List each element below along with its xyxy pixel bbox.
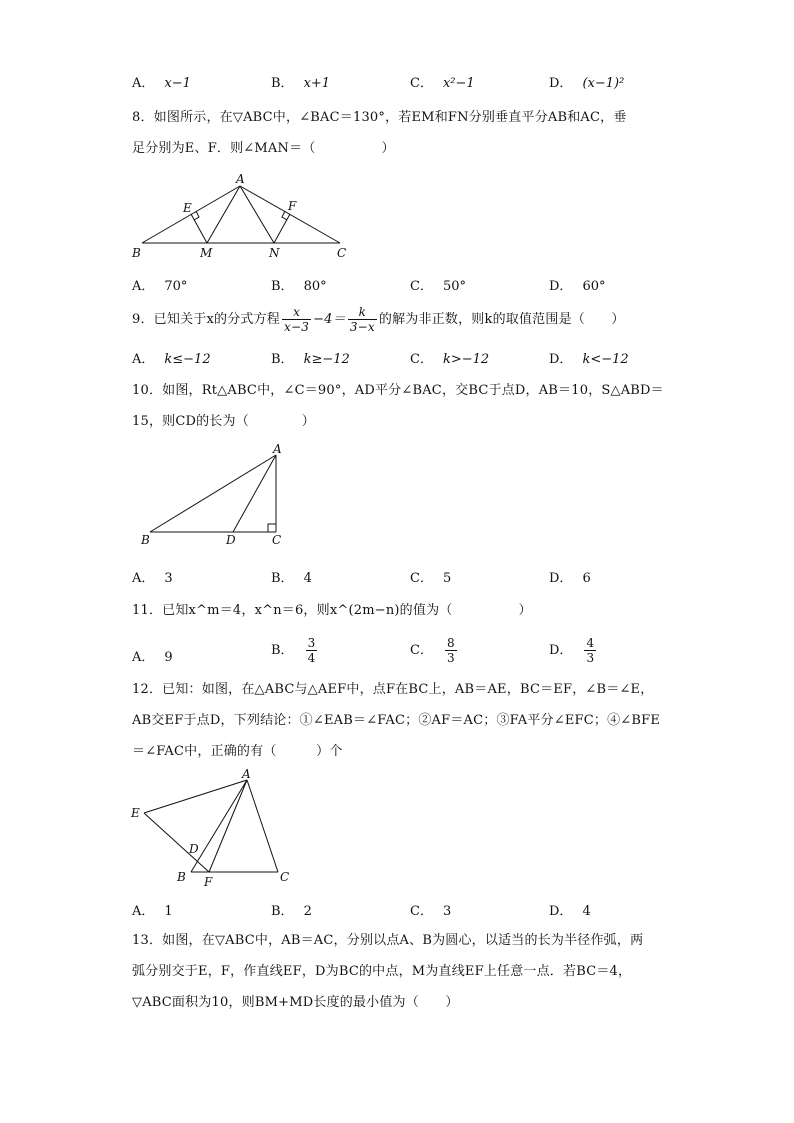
q8-stem (132, 102, 672, 164)
option-label: B． (271, 352, 294, 367)
q12-line3: ＝∠FAC中，正确的有（ ）个 (132, 744, 343, 759)
q9-option-d[interactable] (549, 348, 629, 367)
fraction-numerator: 4 (586, 636, 595, 650)
q9-fraction-right (348, 305, 377, 334)
option-label: B． (271, 904, 294, 919)
q8-label-n: N (269, 246, 280, 260)
option-label: A． (132, 279, 155, 294)
option-text: k≤−12 (164, 352, 211, 367)
q8-label-e: E (183, 201, 192, 215)
q12-label-e: E (131, 806, 140, 820)
option-label: A． (132, 650, 155, 665)
option-label: D． (549, 279, 573, 294)
option-text: 6 (582, 571, 591, 586)
option-fraction (584, 636, 596, 665)
q7-option-a[interactable] (132, 72, 191, 91)
q11-option-a[interactable] (132, 646, 173, 665)
q9-suffix: 的解为非正数，则k的取值范围是（ ） (378, 312, 625, 327)
q13-line3: ▽ABC面积为10，则BM+MD长度的最小值为（ ） (132, 995, 459, 1010)
option-text: 70° (164, 279, 188, 294)
option-label: B． (271, 571, 294, 586)
fraction-numerator: x (282, 305, 311, 320)
q12-line2: AB交EF于点D，下列结论：①∠EAB＝∠FAC；②AF＝AC；③FA平分∠EFC；④∠BFE (132, 713, 661, 728)
q12-label-d: D (189, 842, 199, 856)
option-label: C． (410, 643, 433, 658)
fraction-denominator: 3 (446, 651, 455, 665)
option-label: D． (549, 571, 573, 586)
fraction-denominator: 3 (586, 651, 595, 665)
q11-text: 11．已知x^m＝4，x^n＝6，则x^(2m−n)的值为（ ） (132, 603, 532, 618)
q12-option-a[interactable] (132, 900, 173, 919)
q11-option-d[interactable] (549, 636, 598, 665)
option-text: x−1 (164, 76, 191, 91)
q11-stem (132, 595, 672, 626)
q9-option-b[interactable] (271, 348, 350, 367)
q12-figure (125, 765, 305, 890)
q8-option-c[interactable] (410, 275, 466, 294)
q10-label-c: C (272, 533, 282, 547)
q10-label-b: B (141, 533, 150, 547)
q12-label-c: C (280, 870, 290, 884)
q12-stem (132, 674, 672, 767)
q10-stem (132, 375, 672, 437)
q8-option-a[interactable] (132, 275, 187, 294)
fraction-numerator: 3 (307, 636, 316, 650)
q8-options (132, 275, 692, 301)
q8-figure (130, 170, 360, 262)
q12-options (132, 900, 692, 926)
q8-segment-am (207, 186, 240, 243)
q8-label-b: B (132, 246, 141, 260)
option-label: D． (549, 76, 573, 91)
q10-line1: 10．如图，Rt△ABC中，∠C＝90°，AD平分∠BAC，交BC于点D，AB＝10，S△ABD＝ (132, 383, 664, 398)
q8-segment-fn (274, 214, 290, 243)
q8-line2: 足分别为E、F．则∠MAN＝（ ） (132, 141, 395, 156)
q12-line1: 12．已知：如图，在△ABC与△AEF中，点F在BC上，AB＝AE，BC＝EF，∠B＝∠E， (132, 682, 654, 697)
option-text: 60° (582, 279, 606, 294)
q10-right-angle-c (268, 524, 276, 532)
option-text: 9 (164, 650, 173, 665)
option-text: (x−1)² (582, 76, 625, 91)
q11-options (132, 636, 692, 672)
option-label: D． (549, 643, 573, 658)
option-label: D． (549, 904, 573, 919)
option-label: C． (410, 279, 433, 294)
q10-side-ab (150, 455, 276, 532)
q10-figure (135, 440, 295, 550)
option-label: A． (132, 904, 155, 919)
q7-option-d[interactable] (549, 72, 624, 91)
q13-line2: 弧分别交于E，F，作直线EF，D为BC的中点，M为直线EF上任意一点．若BC＝4， (132, 964, 632, 979)
q9-options (132, 348, 692, 374)
option-label: B． (271, 76, 294, 91)
option-label: C． (410, 76, 433, 91)
q9-middle: −4＝ (313, 312, 346, 327)
q8-label-a: A (236, 172, 245, 186)
option-text: x+1 (303, 76, 331, 91)
option-text: 3 (442, 904, 452, 919)
q8-label-f: F (288, 199, 297, 213)
q12-label-b: B (177, 870, 186, 884)
q11-option-b[interactable] (271, 636, 319, 665)
q8-line1: 8．如图所示，在▽ABC中，∠BAC＝130°，若EM和FN分别垂直平分AB和AC，垂 (132, 110, 627, 125)
option-label: B． (271, 279, 294, 294)
fraction-denominator: x−3 (284, 320, 310, 334)
option-label: C． (410, 904, 433, 919)
q10-label-d: D (226, 533, 236, 547)
option-text: 4 (582, 904, 591, 919)
option-text: 2 (303, 904, 312, 919)
fraction-denominator: 3−x (349, 320, 375, 334)
q9-stem (132, 303, 672, 337)
q7-option-b[interactable] (271, 72, 330, 91)
q12-side-ac (247, 780, 278, 872)
option-text: x²−1 (442, 76, 475, 91)
option-text: 3 (164, 571, 173, 586)
q12-side-ab (191, 780, 247, 872)
fraction-numerator: 8 (446, 636, 455, 650)
option-text: 80° (303, 279, 327, 294)
option-label: A． (132, 571, 155, 586)
option-text: 4 (303, 571, 312, 586)
q8-segment-em (191, 214, 207, 243)
q10-option-c[interactable] (410, 567, 451, 586)
q13-stem (132, 925, 672, 1018)
q12-side-ae (144, 780, 247, 813)
option-text: 50° (442, 279, 466, 294)
q12-label-f: F (204, 875, 213, 889)
q12-option-b[interactable] (271, 900, 312, 919)
fraction-denominator: 4 (307, 651, 316, 665)
q10-option-a[interactable] (132, 567, 173, 586)
option-label: D． (549, 352, 573, 367)
q8-label-c: C (337, 246, 347, 260)
q9-fraction-left (282, 305, 311, 334)
q12-side-ef (144, 813, 209, 872)
option-text: k<−12 (582, 352, 629, 367)
option-fraction (445, 636, 457, 665)
q9-option-c[interactable] (410, 348, 489, 367)
q10-option-d[interactable] (549, 567, 591, 586)
q7-options (132, 72, 692, 98)
q12-segment-af (209, 780, 247, 872)
q12-option-d[interactable] (549, 900, 591, 919)
q8-option-b[interactable] (271, 275, 327, 294)
q10-line2: 15，则CD的长为（ ） (132, 414, 315, 429)
q12-option-c[interactable] (410, 900, 451, 919)
option-text: k>−12 (442, 352, 490, 367)
option-label: C． (410, 571, 433, 586)
q8-label-m: M (200, 246, 213, 260)
q7-option-c[interactable] (410, 72, 475, 91)
q10-options (132, 567, 692, 593)
option-label: C． (410, 352, 433, 367)
fraction-numerator: k (348, 305, 377, 320)
option-text: 1 (164, 904, 173, 919)
q11-option-c[interactable] (410, 636, 459, 665)
q10-segment-ad (233, 455, 276, 532)
q10-option-b[interactable] (271, 567, 312, 586)
option-label: A． (132, 76, 155, 91)
q12-label-a: A (242, 767, 251, 781)
q13-line1: 13．如图，在▽ABC中，AB＝AC，分别以点A、B为圆心，以适当的长为半径作弧，两 (132, 933, 644, 948)
option-fraction (306, 636, 318, 665)
option-text: 5 (442, 571, 452, 586)
option-label: A． (132, 352, 155, 367)
option-text: k≥−12 (303, 352, 350, 367)
q9-option-a[interactable] (132, 348, 211, 367)
q8-option-d[interactable] (549, 275, 605, 294)
q8-segment-an (240, 186, 274, 243)
q9-prefix: 9．已知关于x的分式方程 (132, 312, 281, 327)
option-label: B． (271, 643, 294, 658)
q10-label-a: A (273, 442, 282, 456)
